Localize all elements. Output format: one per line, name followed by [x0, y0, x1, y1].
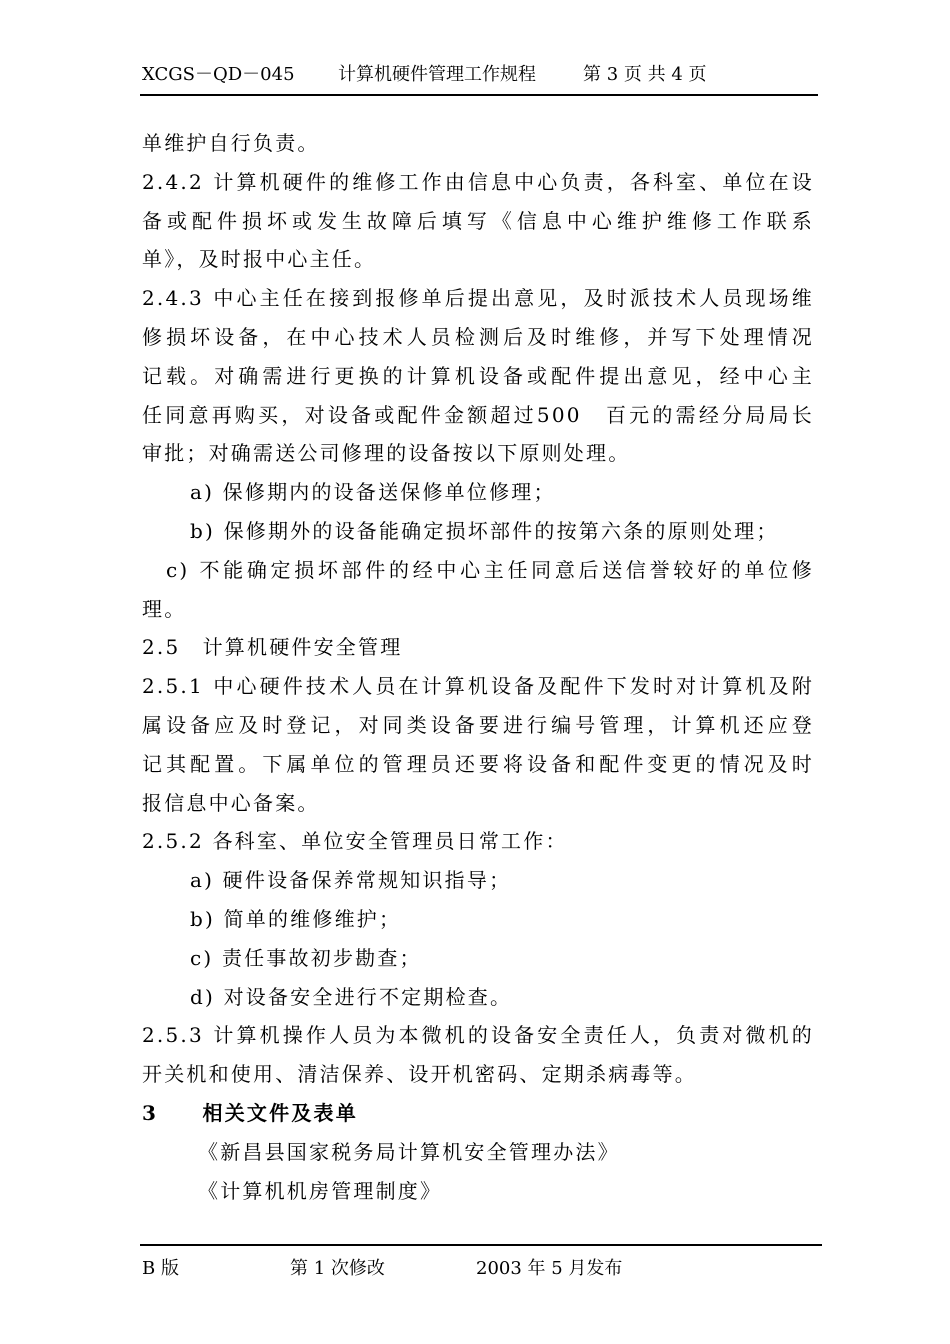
header-doc-title: 计算机硬件管理工作规程	[338, 64, 536, 85]
text-line: 开关机和使用、清洁保养、设开机密码、定期杀病毒等。	[142, 1062, 697, 1087]
text-line: 2.5 计算机硬件安全管理	[142, 635, 403, 660]
footer-revision: 第 1 次修改	[290, 1258, 385, 1279]
text-line: c) 责任事故初步勘查；	[190, 945, 422, 970]
text-line: 单维护自行负责。	[142, 131, 320, 155]
text-line: 报信息中心备案。	[142, 790, 320, 815]
text-line: b) 保修期外的设备能确定损坏部件的按第六条的原则处理；	[190, 518, 779, 543]
footer-release-date: 2003 年 5 月发布	[476, 1258, 623, 1279]
text-line: 《计算机机房管理制度》	[198, 1178, 443, 1203]
text-line: 2.4.2 计算机硬件的维修工作由信息中心负责，各科室、单位在设	[142, 169, 814, 194]
header-doc-code: XCGS－QD－045	[142, 64, 295, 85]
text-line: 修损坏设备，在中心技术人员检测后及时维修，并写下处理情况	[142, 324, 814, 349]
text-line: b) 简单的维修维护；	[190, 906, 402, 931]
header-page-info: 第 3 页 共 4 页	[583, 64, 707, 85]
text-line: 3 相关文件及表单	[142, 1100, 358, 1125]
text-line: 《新昌县国家税务局计算机安全管理办法》	[198, 1139, 620, 1164]
text-line: 单》，及时报中心主任。	[142, 247, 377, 272]
text-line: c) 不能确定损坏部件的经中心主任同意后送信誉较好的单位修	[166, 557, 814, 582]
text-line: 2.5.1 中心硬件技术人员在计算机设备及配件下发时对计算机及附	[142, 674, 814, 699]
text-line: 审批；对确需送公司修理的设备按以下原则处理。	[142, 441, 631, 466]
text-line: d) 对设备安全进行不定期检查。	[190, 984, 513, 1009]
header-rule	[140, 94, 818, 96]
text-line: 2.4.3 中心主任在接到报修单后提出意见，及时派技术人员现场维	[142, 286, 814, 311]
text-line: 记其配置。下属单位的管理员还要将设备和配件变更的情况及时	[142, 751, 814, 776]
text-line: 属设备应及时登记，对同类设备要进行编号管理，计算机还应登	[142, 712, 814, 737]
text-line: 理。	[142, 596, 187, 621]
text-line: 2.5.2 各科室、单位安全管理员日常工作：	[142, 829, 568, 854]
footer-version: B 版	[142, 1258, 179, 1279]
text-line: 备或配件损坏或发生故障后填写《信息中心维护维修工作联系	[142, 208, 814, 233]
document-body	[142, 124, 814, 1210]
text-line: 记载。对确需进行更换的计算机设备或配件提出意见，经中心主	[142, 363, 814, 388]
text-line: 2.5.3 计算机操作人员为本微机的设备安全责任人，负责对微机的	[142, 1023, 814, 1048]
text-line: a) 保修期内的设备送保修单位修理；	[190, 480, 556, 505]
footer-rule	[140, 1244, 822, 1246]
text-line: 任同意再购买，对设备或配件金额超过500 百元的需经分局局长	[142, 402, 814, 427]
text-line: a) 硬件设备保养常规知识指导；	[190, 868, 512, 893]
